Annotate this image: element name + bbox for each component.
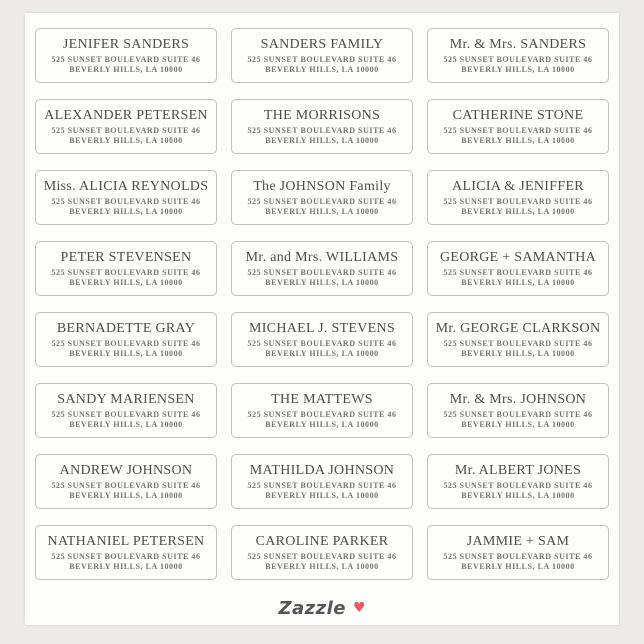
address-line-1: 525 SUNSET BOULEVARD SUITE 46 — [247, 339, 397, 348]
address-line-2: BEVERLY HILLS, LA 10000 — [461, 491, 575, 500]
recipient-name: THE MATTEWS — [271, 392, 373, 407]
recipient-name: ALICIA & JENIFFER — [452, 179, 584, 194]
address-line-2: BEVERLY HILLS, LA 10000 — [69, 349, 183, 358]
address-line-2: BEVERLY HILLS, LA 10000 — [265, 65, 379, 74]
address-label — [35, 170, 217, 225]
recipient-name: CAROLINE PARKER — [255, 534, 389, 549]
address-line-2: BEVERLY HILLS, LA 10000 — [265, 278, 379, 287]
recipient-name: CATHERINE STONE — [452, 108, 584, 123]
address-line-1: 525 SUNSET BOULEVARD SUITE 46 — [443, 552, 593, 561]
address-label — [231, 28, 413, 83]
address-label — [427, 454, 609, 509]
address-label — [231, 99, 413, 154]
address-line-1: 525 SUNSET BOULEVARD SUITE 46 — [247, 481, 397, 490]
address-line-1: 525 SUNSET BOULEVARD SUITE 46 — [247, 268, 397, 277]
address-label — [35, 383, 217, 438]
address-label — [427, 525, 609, 580]
address-line-2: BEVERLY HILLS, LA 10000 — [461, 562, 575, 571]
recipient-name: SANDERS FAMILY — [260, 37, 384, 52]
recipient-name: GEORGE + SAMANTHA — [439, 250, 597, 265]
recipient-name: Mr. ALBERT JONES — [454, 463, 582, 478]
labels-grid — [25, 13, 619, 580]
address-label — [35, 525, 217, 580]
zazzle-logo: Zazzle — [278, 598, 346, 619]
recipient-name: The JOHNSON Family — [253, 179, 391, 194]
recipient-name: MICHAEL J. STEVENS — [248, 321, 396, 336]
address-line-1: 525 SUNSET BOULEVARD SUITE 46 — [51, 197, 201, 206]
address-line-2: BEVERLY HILLS, LA 10000 — [69, 420, 183, 429]
address-line-1: 525 SUNSET BOULEVARD SUITE 46 — [51, 126, 201, 135]
address-line-2: BEVERLY HILLS, LA 10000 — [265, 207, 379, 216]
address-line-2: BEVERLY HILLS, LA 10000 — [69, 207, 183, 216]
address-line-2: BEVERLY HILLS, LA 10000 — [461, 420, 575, 429]
recipient-name: PETER STEVENSEN — [60, 250, 192, 265]
address-label — [231, 525, 413, 580]
zazzle-branding — [25, 598, 619, 619]
address-line-2: BEVERLY HILLS, LA 10000 — [461, 207, 575, 216]
address-line-2: BEVERLY HILLS, LA 10000 — [461, 65, 575, 74]
address-line-1: 525 SUNSET BOULEVARD SUITE 46 — [247, 552, 397, 561]
address-line-1: 525 SUNSET BOULEVARD SUITE 46 — [443, 410, 593, 419]
address-line-1: 525 SUNSET BOULEVARD SUITE 46 — [247, 197, 397, 206]
address-line-2: BEVERLY HILLS, LA 10000 — [69, 136, 183, 145]
address-label — [427, 312, 609, 367]
address-label — [231, 241, 413, 296]
address-line-2: BEVERLY HILLS, LA 10000 — [265, 420, 379, 429]
recipient-name: SANDY MARIENSEN — [57, 392, 195, 407]
address-line-1: 525 SUNSET BOULEVARD SUITE 46 — [247, 55, 397, 64]
address-line-2: BEVERLY HILLS, LA 10000 — [69, 491, 183, 500]
recipient-name: NATHANIEL PETERSEN — [47, 534, 205, 549]
address-line-2: BEVERLY HILLS, LA 10000 — [265, 562, 379, 571]
address-label — [427, 99, 609, 154]
address-line-1: 525 SUNSET BOULEVARD SUITE 46 — [443, 55, 593, 64]
recipient-name: Mr. & Mrs. SANDERS — [449, 37, 587, 52]
address-line-2: BEVERLY HILLS, LA 10000 — [69, 278, 183, 287]
address-line-2: BEVERLY HILLS, LA 10000 — [69, 562, 183, 571]
address-line-1: 525 SUNSET BOULEVARD SUITE 46 — [247, 126, 397, 135]
address-label — [427, 28, 609, 83]
label-sheet — [25, 13, 619, 625]
recipient-name: BERNADETTE GRAY — [56, 321, 196, 336]
recipient-name: Miss. ALICIA REYNOLDS — [43, 179, 209, 194]
address-label — [35, 28, 217, 83]
address-line-2: BEVERLY HILLS, LA 10000 — [461, 278, 575, 287]
address-label — [35, 312, 217, 367]
address-label — [231, 170, 413, 225]
address-line-1: 525 SUNSET BOULEVARD SUITE 46 — [51, 410, 201, 419]
recipient-name: Mr. GEORGE CLARKSON — [435, 321, 601, 336]
heart-icon: ♥ — [352, 599, 366, 616]
address-label — [427, 383, 609, 438]
recipient-name: ALEXANDER PETERSEN — [44, 108, 208, 123]
address-line-1: 525 SUNSET BOULEVARD SUITE 46 — [247, 410, 397, 419]
address-label — [427, 241, 609, 296]
address-label — [35, 241, 217, 296]
recipient-name: JAMMIE + SAM — [466, 534, 570, 549]
address-line-2: BEVERLY HILLS, LA 10000 — [265, 349, 379, 358]
address-line-1: 525 SUNSET BOULEVARD SUITE 46 — [51, 55, 201, 64]
recipient-name: THE MORRISONS — [263, 108, 381, 123]
address-line-2: BEVERLY HILLS, LA 10000 — [265, 136, 379, 145]
address-label — [35, 454, 217, 509]
address-line-2: BEVERLY HILLS, LA 10000 — [69, 65, 183, 74]
recipient-name: MATHILDA JOHNSON — [249, 463, 395, 478]
recipient-name: ANDREW JOHNSON — [59, 463, 193, 478]
address-line-1: 525 SUNSET BOULEVARD SUITE 46 — [51, 481, 201, 490]
address-label — [35, 99, 217, 154]
address-line-1: 525 SUNSET BOULEVARD SUITE 46 — [51, 268, 201, 277]
recipient-name: JENIFER SANDERS — [62, 37, 190, 52]
address-line-2: BEVERLY HILLS, LA 10000 — [265, 491, 379, 500]
address-line-2: BEVERLY HILLS, LA 10000 — [461, 349, 575, 358]
address-label — [231, 383, 413, 438]
address-line-1: 525 SUNSET BOULEVARD SUITE 46 — [51, 339, 201, 348]
recipient-name: Mr. and Mrs. WILLIAMS — [245, 250, 399, 265]
address-line-2: BEVERLY HILLS, LA 10000 — [461, 136, 575, 145]
recipient-name: Mr. & Mrs. JOHNSON — [449, 392, 587, 407]
address-line-1: 525 SUNSET BOULEVARD SUITE 46 — [443, 126, 593, 135]
address-line-1: 525 SUNSET BOULEVARD SUITE 46 — [443, 339, 593, 348]
address-line-1: 525 SUNSET BOULEVARD SUITE 46 — [443, 481, 593, 490]
address-line-1: 525 SUNSET BOULEVARD SUITE 46 — [443, 268, 593, 277]
address-label — [231, 312, 413, 367]
address-label — [427, 170, 609, 225]
address-line-1: 525 SUNSET BOULEVARD SUITE 46 — [51, 552, 201, 561]
address-label — [231, 454, 413, 509]
address-line-1: 525 SUNSET BOULEVARD SUITE 46 — [443, 197, 593, 206]
